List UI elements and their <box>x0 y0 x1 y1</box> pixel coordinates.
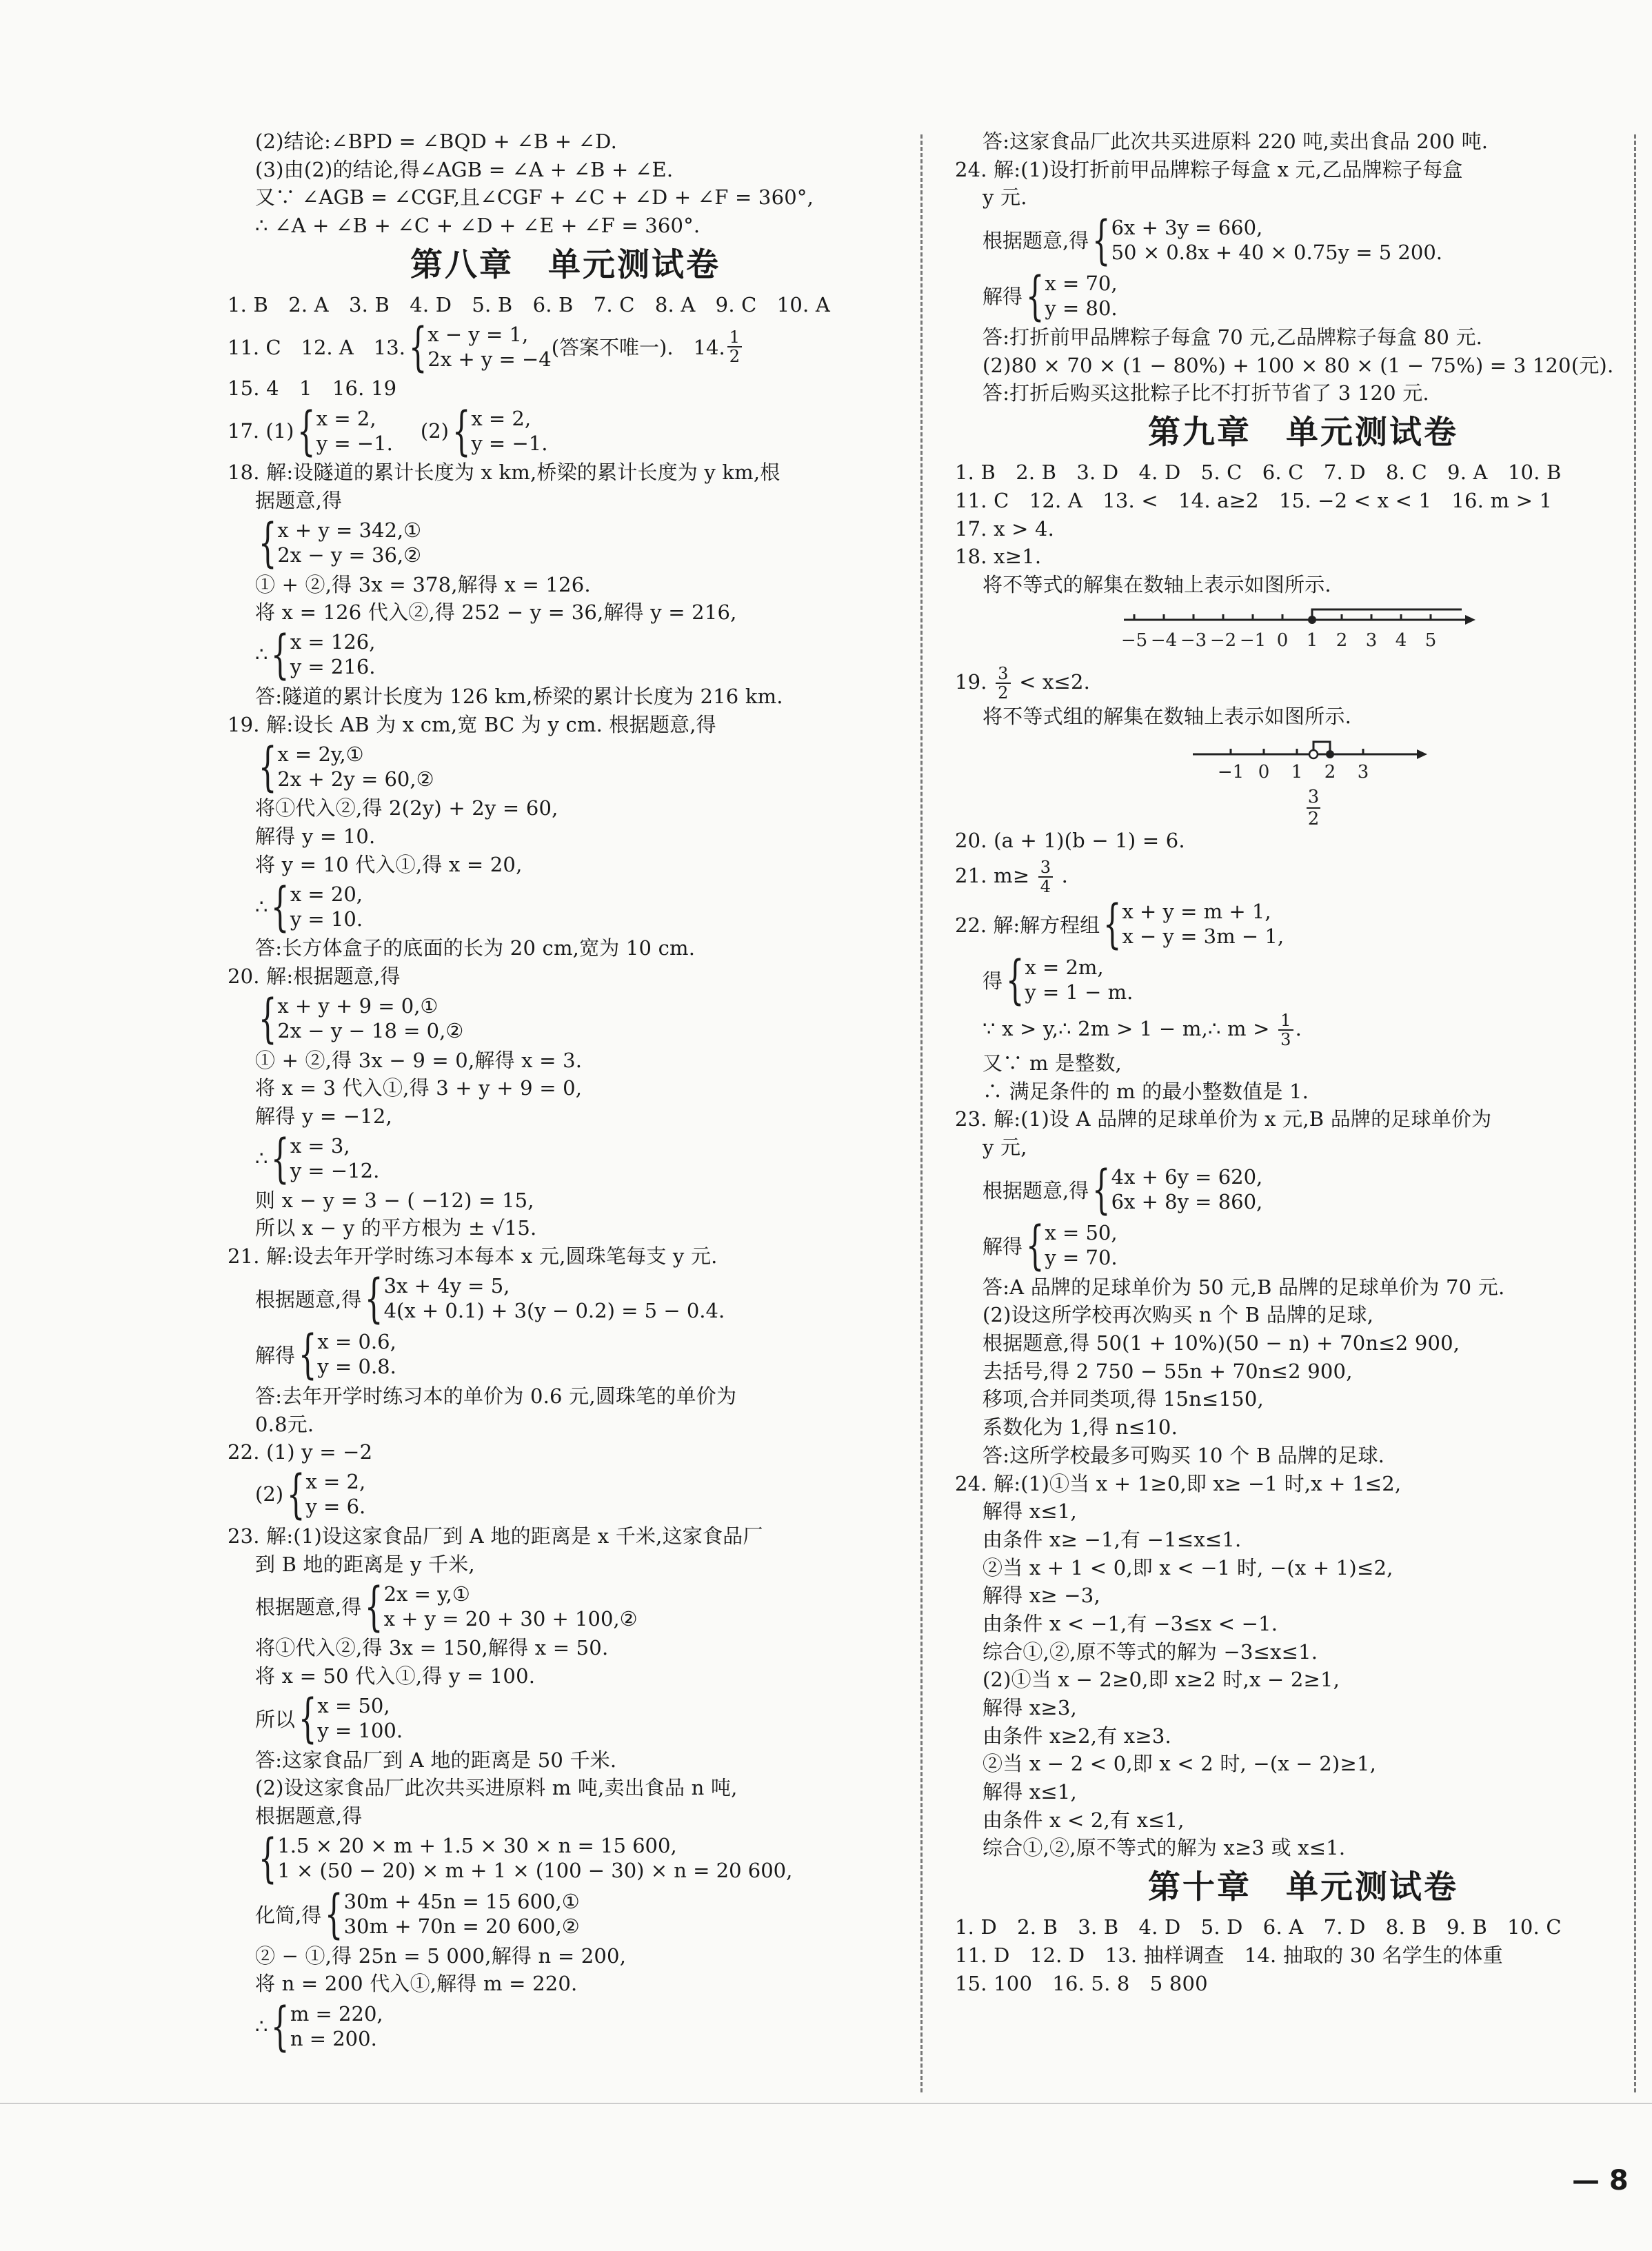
get-label: 得 <box>983 969 1003 993</box>
answer-line: 1. B 2. B 3. D 4. D 5. C 6. C 7. D 8. C 9. A 10. B <box>955 461 1562 485</box>
q22-part2: (2) <box>255 1482 284 1506</box>
text-line: 答:这所学校最多可购买 10 个 B 品牌的足球. <box>983 1443 1385 1467</box>
according-label: 根据题意,得 <box>255 1595 362 1619</box>
q22-fraction <box>1278 1011 1293 1049</box>
numerator: 1 <box>1278 1011 1293 1031</box>
number-line-1 <box>1120 599 1651 661</box>
text-line: 22. (1) y = −2 <box>228 1440 373 1464</box>
q13-suffix: (答案不唯一). 14. <box>551 336 725 360</box>
q23-result <box>228 1687 903 1749</box>
eq-row: 30m + 45n = 15 600,① <box>343 1890 580 1914</box>
brace: { <box>271 623 290 685</box>
text-line: 解得 x≥3, <box>983 1696 1077 1719</box>
number-line-1-svg <box>1120 599 1479 661</box>
text-line: 将①代入②,得 3x = 150,解得 x = 50. <box>255 1636 609 1660</box>
left-column <box>228 128 903 2057</box>
text-line: 将 n = 200 代入①,解得 m = 220. <box>255 1972 578 1996</box>
q20-system <box>228 987 903 1049</box>
number-line-2-svg <box>1189 730 1451 827</box>
eq-row: 1.5 × 20 × m + 1.5 × 30 × n = 15 600, <box>277 1834 677 1858</box>
answer-line: 15. 100 16. 5. 8 5 800 <box>955 1971 1208 1995</box>
tick-label: −3 <box>1180 629 1207 651</box>
q23-system <box>228 1575 903 1637</box>
eq-row: x = 3, <box>290 1134 350 1158</box>
q19-text: < x≤2. <box>1019 669 1091 694</box>
q23-system-3 <box>228 1883 903 1945</box>
therefore-sign: ∴ <box>255 2014 268 2038</box>
eq-row: x + y = 20 + 30 + 100,② <box>383 1606 638 1631</box>
text-line: 答:打折后购买这批粽子比不打折节省了 3 120 元. <box>983 381 1429 405</box>
eq-row: 2x + y = −4 <box>427 347 552 371</box>
q13-system <box>427 322 551 372</box>
text-line: 由条件 x≥2,有 x≥3. <box>983 1724 1171 1748</box>
q23-result <box>955 1214 1651 1276</box>
text-line: 移项,合并同类项,得 15n≤150, <box>983 1387 1264 1411</box>
open-dot <box>1309 750 1318 758</box>
tick-label: −2 <box>1209 629 1237 651</box>
brace: { <box>271 875 290 937</box>
fraction-numerator: 3 <box>1307 787 1320 808</box>
eq-row: x = 70, <box>1045 271 1118 295</box>
q17-mid: (2) <box>420 418 449 443</box>
text-line: 则 x − y = 3 − ( −12) = 15, <box>255 1188 534 1212</box>
text-line: 答:隧道的累计长度为 126 km,桥梁的累计长度为 216 km. <box>255 684 783 708</box>
q19-line <box>955 661 1651 703</box>
q21-system <box>228 1267 903 1329</box>
chapter-8-title: 第八章 单元测试卷 <box>410 245 721 284</box>
solution-ray <box>1312 609 1462 620</box>
text-line: 解得 x≥ −3, <box>983 1584 1100 1608</box>
denominator: 4 <box>1040 876 1051 896</box>
brace: { <box>1092 1158 1111 1220</box>
text-line: (2)①当 x − 2≥0,即 x≥2 时,x − 2≥1, <box>983 1668 1340 1692</box>
eq-row: y = −1. <box>316 431 393 455</box>
q21-line <box>955 855 1651 896</box>
eq-row: y = 0.8. <box>317 1355 396 1379</box>
eq-row: y = 216. <box>290 655 376 679</box>
text-line: 据题意,得 <box>255 488 343 512</box>
q19-prefix: 19. <box>955 669 987 694</box>
text-line: ∴ 满足条件的 m 的最小整数值是 1. <box>983 1079 1309 1103</box>
solve-label: 解得 <box>983 1234 1023 1258</box>
eq-row: 4(x + 0.1) + 3(y − 0.2) = 5 − 0.4. <box>383 1299 725 1323</box>
text-line: 系数化为 1,得 n≤10. <box>983 1415 1178 1440</box>
answer-line: 17. x > 4. <box>955 516 1055 541</box>
eq-row: x + y = m + 1, <box>1122 900 1271 924</box>
brace: { <box>1025 1214 1045 1276</box>
eq-row: y = 70. <box>1045 1246 1118 1270</box>
text-line: 答:这家食品厂此次共买进原料 220 吨,卖出食品 200 吨. <box>983 130 1489 153</box>
numerator: 3 <box>996 665 1010 684</box>
column-divider <box>920 134 923 2092</box>
eq-row: x = 2, <box>316 406 376 430</box>
text-line: 将①代入②,得 2(2y) + 2y = 60, <box>255 796 558 820</box>
eq-row: 30m + 70n = 20 600,② <box>343 1915 580 1939</box>
chapter-10-title: 第十章 单元测试卷 <box>1148 1868 1458 1907</box>
text-line: y 元, <box>983 1135 1027 1159</box>
brace: { <box>452 399 471 461</box>
therefore-sign: ∴ <box>255 1147 268 1171</box>
brace: { <box>325 1883 343 1945</box>
closed-dot <box>1326 750 1334 758</box>
brace: { <box>1005 949 1025 1011</box>
answer-line: 15. 4 1 16. 19 <box>228 376 397 401</box>
text-line: 解得 y = 10. <box>255 824 376 848</box>
brace: { <box>286 1463 305 1525</box>
text-line: (2)结论:∠BPD = ∠BQD + ∠B + ∠D. <box>255 130 618 153</box>
eq-row: 2x − y = 36,② <box>277 543 422 567</box>
tick-label: −1 <box>1217 762 1245 783</box>
so-label: 所以 <box>255 1707 296 1731</box>
answer-line: 18. x≥1. <box>955 545 1042 569</box>
eq-row: y = 1 − m. <box>1025 980 1134 1005</box>
eq-row: 6x + 3y = 660, <box>1111 215 1263 239</box>
text-line: 到 B 地的距离是 y 千米, <box>255 1552 475 1576</box>
eq-row: x = 2, <box>305 1470 366 1494</box>
q23-result-2 <box>228 1995 903 2057</box>
text-line: (2)设这家食品厂此次共买进原料 m 吨,卖出食品 n 吨, <box>255 1776 738 1800</box>
denominator: 2 <box>729 346 740 366</box>
brace: { <box>298 1323 317 1385</box>
denominator: 3 <box>1280 1029 1291 1049</box>
eq-row: y = −12. <box>290 1159 380 1183</box>
text-line: 24. 解:(1)设打折前甲品牌粽子每盒 x 元,乙品牌粽子每盒 <box>955 157 1463 181</box>
brace: { <box>297 399 316 461</box>
q17-system-1 <box>316 406 393 456</box>
q23-system-2 <box>228 1827 903 1889</box>
text-line: 将 x = 50 代入①,得 y = 100. <box>255 1664 536 1688</box>
brace: { <box>258 735 277 797</box>
q23-system <box>955 1158 1651 1220</box>
text-line: 24. 解:(1)①当 x + 1≥0,即 x≥ −1 时,x + 1≤2, <box>955 1471 1402 1495</box>
tick-label: 2 <box>1324 762 1336 783</box>
text-line: ② − ①,得 25n = 5 000,解得 n = 200, <box>255 1944 627 1968</box>
text-line: 由条件 x < 2,有 x≤1, <box>983 1808 1185 1832</box>
text-line: 0.8元. <box>255 1412 314 1436</box>
brace: { <box>1025 264 1045 326</box>
q11-prefix: 11. C 12. A 13. <box>228 336 405 360</box>
brace: { <box>271 1995 290 2057</box>
brace: { <box>298 1687 317 1749</box>
text-line: (2)80 × 70 × (1 − 80%) + 100 × 80 × (1 − 75%) = 3 120(元). <box>983 353 1614 377</box>
chapter-9-title: 第九章 单元测试卷 <box>1148 414 1458 452</box>
tick-label: 0 <box>1276 629 1289 651</box>
eq-row: m = 220, <box>290 2001 383 2026</box>
text-line: (3)由(2)的结论,得∠AGB = ∠A + ∠B + ∠E. <box>255 157 674 181</box>
eq-row: x = 2m, <box>1025 956 1104 980</box>
q17-system-2 <box>471 406 547 456</box>
axis-arrow <box>1465 615 1475 625</box>
text-line: 又∵ ∠AGB = ∠CGF,且∠CGF + ∠C + ∠D + ∠F = 360°, <box>255 185 814 210</box>
brace: { <box>365 1267 383 1329</box>
simplify-label: 化简,得 <box>255 1903 322 1927</box>
closed-dot <box>1308 616 1316 624</box>
q20-result <box>228 1127 903 1189</box>
therefore-sign: ∴ <box>255 894 268 918</box>
eq-row: y = −1. <box>471 431 548 455</box>
q18-result <box>228 623 903 685</box>
text-line: 综合①,②,原不等式的解为 −3≤x≤1. <box>983 1639 1318 1664</box>
denominator: 2 <box>998 683 1009 703</box>
text-line: 答:打折前甲品牌粽子每盒 70 元,乙品牌粽子每盒 80 元. <box>983 325 1483 350</box>
eq-row: 50 × 0.8x + 40 × 0.75y = 5 200. <box>1111 240 1442 264</box>
eq-row: y = 100. <box>317 1719 403 1743</box>
eq-row: x + y = 342,① <box>277 518 422 542</box>
fraction-denominator: 2 <box>1307 809 1320 827</box>
eq-row: x = 20, <box>290 882 363 906</box>
text-line: ②当 x + 1 < 0,即 x < −1 时, −(x + 1)≤2, <box>983 1555 1393 1579</box>
text-line: 答:这家食品厂到 A 地的距离是 50 千米. <box>255 1748 617 1772</box>
text-line: 21. 解:设去年开学时练习本每本 x 元,圆珠笔每支 y 元. <box>228 1244 718 1269</box>
answer-line: 11. D 12. D 13. 抽样调查 14. 抽取的 30 名学生的体重 <box>955 1943 1503 1967</box>
answer-line: 1. D 2. B 3. B 4. D 5. D 6. A 7. D 8. B 9. B 10. C <box>955 1915 1562 1939</box>
text-line: 将 x = 3 代入①,得 3 + y + 9 = 0, <box>255 1076 583 1100</box>
numerator: 1 <box>727 328 742 347</box>
tick-label: 1 <box>1291 762 1303 783</box>
q19-fraction <box>996 665 1010 702</box>
tick-label: 4 <box>1395 629 1407 651</box>
q22-result <box>955 949 1651 1011</box>
text-line: 由条件 x≥ −1,有 −1≤x≤1. <box>983 1527 1242 1551</box>
text-line: 所以 x − y 的平方根为 ± √15. <box>255 1216 537 1240</box>
eq-row: x = 126, <box>290 630 376 654</box>
q22-prefix: 22. 解:解方程组 <box>955 913 1100 937</box>
text-line: 去括号,得 2 750 − 55n + 70n≤2 900, <box>983 1359 1353 1383</box>
brace: { <box>258 512 277 573</box>
text-line: 答:A 品牌的足球单价为 50 元,B 品牌的足球单价为 70 元. <box>983 1275 1505 1299</box>
q24-result <box>955 264 1651 326</box>
brace: { <box>258 1827 277 1889</box>
eq-row: y = 80. <box>1045 296 1118 320</box>
q17-line <box>228 399 903 461</box>
text-line: 23. 解:(1)设这家食品厂到 A 地的距离是 x 千米,这家食品厂 <box>228 1524 763 1548</box>
eq-row: x = 2y,① <box>277 742 364 766</box>
eq-row: 2x = y,① <box>383 1582 470 1606</box>
eq-row: 4x + 6y = 620, <box>1111 1165 1263 1189</box>
answer-line: 20. (a + 1)(b − 1) = 6. <box>955 829 1185 853</box>
tick-label: 3 <box>1357 762 1369 783</box>
q17-prefix: 17. (1) <box>228 418 294 443</box>
eq-row: x − y = 1, <box>427 322 529 346</box>
text-line: 19. 解:设长 AB 为 x cm,宽 BC 为 y cm. 根据题意,得 <box>228 712 716 736</box>
solve-label: 解得 <box>255 1343 296 1367</box>
tick-label: 2 <box>1336 629 1348 651</box>
eq-row: x = 2, <box>471 406 532 430</box>
q21-fraction <box>1038 858 1053 896</box>
brace: { <box>1092 208 1111 270</box>
tick-label: 5 <box>1424 629 1437 651</box>
eq-row: x = 50, <box>317 1694 390 1718</box>
tick-label: 0 <box>1258 762 1270 783</box>
right-column <box>955 128 1651 1997</box>
eq-row: 2x − y − 18 = 0,② <box>277 1019 464 1043</box>
text-line: 根据题意,得 <box>255 1804 363 1828</box>
numerator: 3 <box>1038 858 1053 878</box>
answer-line: 11. C 12. A 13. < 14. a≥2 15. −2 < x < 1 16. m > 1 <box>955 488 1553 512</box>
answer-line: 1. B 2. A 3. B 4. D 5. B 6. B 7. C 8. A 9. C 10. A <box>228 292 831 316</box>
therefore-sign: ∴ <box>255 643 268 667</box>
according-label: 根据题意,得 <box>983 1178 1089 1202</box>
q21-result <box>228 1323 903 1385</box>
text-line: 将 x = 126 代入②,得 252 − y = 36,解得 y = 216, <box>255 600 737 625</box>
text-line: 解得 x≤1, <box>983 1780 1077 1804</box>
tick-label: −1 <box>1239 629 1267 651</box>
q22-step-line: ∵ x > y,∴ 2m > 1 − m,∴ m > $\frac{1}{3}$ . <box>983 1010 1302 1049</box>
eq-row: x = 50, <box>1045 1221 1118 1245</box>
text-line: ②当 x − 2 < 0,即 x < 2 时, −(x − 2)≥1, <box>983 1752 1377 1776</box>
brace: { <box>408 315 427 377</box>
q23-tail <box>955 1273 1651 1862</box>
number-line-2 <box>1189 730 1651 827</box>
eq-row: 1 × (50 − 20) × m + 1 × (100 − 30) × n = 20 600, <box>277 1859 793 1883</box>
text-line: 根据题意,得 50(1 + 10%)(50 − n) + 70n≤2 900, <box>983 1331 1460 1355</box>
according-label: 根据题意,得 <box>983 229 1089 253</box>
text-line: ∴ ∠A + ∠B + ∠C + ∠D + ∠E + ∠F = 360°. <box>255 214 701 238</box>
text-line: 综合①,②,原不等式的解为 x≥3 或 x≤1. <box>983 1836 1346 1860</box>
text-line: 23. 解:(1)设 A 品牌的足球单价为 x 元,B 品牌的足球单价为 <box>955 1107 1492 1131</box>
text-line: 由条件 x < −1,有 −3≤x < −1. <box>983 1611 1278 1635</box>
text-line: ① + ②,得 3x = 378,解得 x = 126. <box>255 572 591 596</box>
q22-step: ∵ x > y,∴ 2m > 1 − m,∴ m > <box>983 1016 1270 1040</box>
eq-row: 6x + 8y = 860, <box>1111 1190 1263 1214</box>
eq-row: x = 0.6, <box>317 1330 396 1354</box>
text-line: 20. 解:根据题意,得 <box>228 965 401 988</box>
eq-row: x − y = 3m − 1, <box>1122 925 1285 949</box>
text-line: ① + ②,得 3x − 9 = 0,解得 x = 3. <box>255 1048 583 1072</box>
q21-suffix: . <box>1061 863 1069 887</box>
q22-system <box>955 893 1651 955</box>
text-line: (2)设这所学校再次购买 n 个 B 品牌的足球, <box>983 1303 1374 1327</box>
eq-row: y = 6. <box>305 1495 366 1519</box>
tick-label: −5 <box>1120 629 1148 651</box>
eq-row: 3x + 4y = 5, <box>383 1274 510 1298</box>
solve-label: 解得 <box>983 285 1023 309</box>
text-line: 将 y = 10 代入①,得 x = 20, <box>255 852 523 876</box>
brace: { <box>271 1127 290 1189</box>
eq-row: y = 10. <box>290 907 363 931</box>
q19-system <box>228 735 903 797</box>
text-line: 又∵ m 是整数, <box>983 1051 1122 1075</box>
brace: { <box>365 1575 383 1637</box>
text-line: 解得 y = −12, <box>255 1104 392 1129</box>
q11-14-line <box>228 315 903 377</box>
brace: { <box>258 987 277 1049</box>
tick-label: −4 <box>1150 629 1178 651</box>
q19-result <box>228 875 903 937</box>
text-line: y 元. <box>983 185 1027 210</box>
text-line: 解得 x≤1, <box>983 1500 1077 1524</box>
text-line: 将不等式组的解集在数轴上表示如图所示. <box>983 704 1352 728</box>
eq-row: n = 200. <box>290 2026 377 2050</box>
text-line: 答:长方体盒子的底面的长为 20 cm,宽为 10 cm. <box>255 936 696 960</box>
text-line: 将不等式的解集在数轴上表示如图所示. <box>983 572 1331 596</box>
axis-arrow <box>1417 749 1427 759</box>
q18-system <box>228 512 903 573</box>
q22-result <box>228 1463 903 1525</box>
text-line: 答:去年开学时练习本的单价为 0.6 元,圆珠笔的单价为 <box>255 1384 737 1408</box>
according-label: 根据题意,得 <box>255 1287 362 1311</box>
q24-system <box>955 208 1651 270</box>
text-line: 18. 解:设隧道的累计长度为 x km,桥梁的累计长度为 y km,根 <box>228 461 780 485</box>
page-number: — 8 <box>1572 2165 1629 2197</box>
brace: { <box>1102 893 1122 955</box>
tick-label: 1 <box>1306 629 1318 651</box>
tick-label: 3 <box>1365 629 1378 651</box>
eq-row: 2x + 2y = 60,② <box>277 767 434 791</box>
eq-row: x + y + 9 = 0,① <box>277 994 439 1018</box>
q14-fraction <box>727 328 742 365</box>
q21-prefix: 21. m≥ <box>955 863 1030 887</box>
footer-rule <box>0 2103 1652 2104</box>
